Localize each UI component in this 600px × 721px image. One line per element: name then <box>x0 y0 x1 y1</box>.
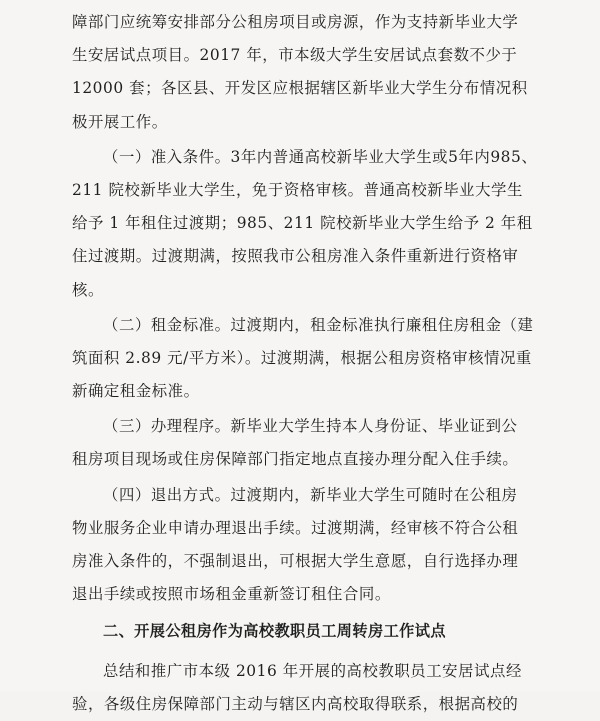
section-heading: 二、开展公租房作为高校教职员工周转房工作试点 <box>103 622 446 641</box>
section-paragraph-start: （四）退出方式。过渡期内，新毕业大学生可随时在公租房 <box>103 485 518 504</box>
paragraph-line: 物业服务企业申请办理退出手续。过渡期满，经审核不符合公租 <box>72 518 519 537</box>
paragraph-line: 新确定租金标准。 <box>72 382 200 401</box>
paragraph-line: 退出手续或按照市场租金重新签订租住合同。 <box>72 585 391 604</box>
document-body <box>72 6 558 721</box>
section-paragraph-start: （二）租金标准。过渡期内，租金标准执行廉租住房租金（建 <box>103 315 534 334</box>
paragraph-line: 12000 套；各区县、开发区应根据辖区新毕业大学生分布情况积 <box>72 79 528 98</box>
paragraph-line: 211 院校新毕业大学生，免于资格审核。普通高校新毕业大学生 <box>72 180 523 199</box>
paragraph-line: 极开展工作。 <box>72 112 168 131</box>
section-paragraph-start: （一）准入条件。3年内普通高校新毕业大学生或5年内985、 <box>103 147 538 166</box>
paragraph-line: 核。 <box>72 280 104 299</box>
paragraph-line: 生安居试点项目。2017 年，市本级大学生安居试点套数不少于 <box>72 46 518 65</box>
paragraph-line: 房准入条件的，不强制退出，可根据大学生意愿，自行选择办理 <box>72 552 519 570</box>
paragraph-line: 验，各级住房保障部门主动与辖区内高校取得联系，根据高校的 <box>72 694 519 713</box>
paragraph-line: 给予 1 年租住过渡期；985、211 院校新毕业大学生给予 2 年租 <box>72 214 533 233</box>
paragraph-line: 筑面积 2.89 元/平方米）。过渡期满，根据公租房资格审核情况重 <box>72 348 532 367</box>
paragraph-line: 住过渡期。过渡期满，按照我市公租房准入条件重新进行资格审 <box>72 247 519 266</box>
section-paragraph-start: 总结和推广市本级 2016 年开展的高校教职员工安居试点经 <box>103 661 522 680</box>
paragraph-line: 租房项目现场或住房保障部门指定地点直接办理分配入住手续。 <box>72 450 519 469</box>
section-paragraph-start: （三）办理程序。新毕业大学生持本人身份证、毕业证到公 <box>103 417 518 436</box>
paragraph-line: 障部门应统筹安排部分公租房项目或房源，作为支持新毕业大学 <box>72 13 519 31</box>
